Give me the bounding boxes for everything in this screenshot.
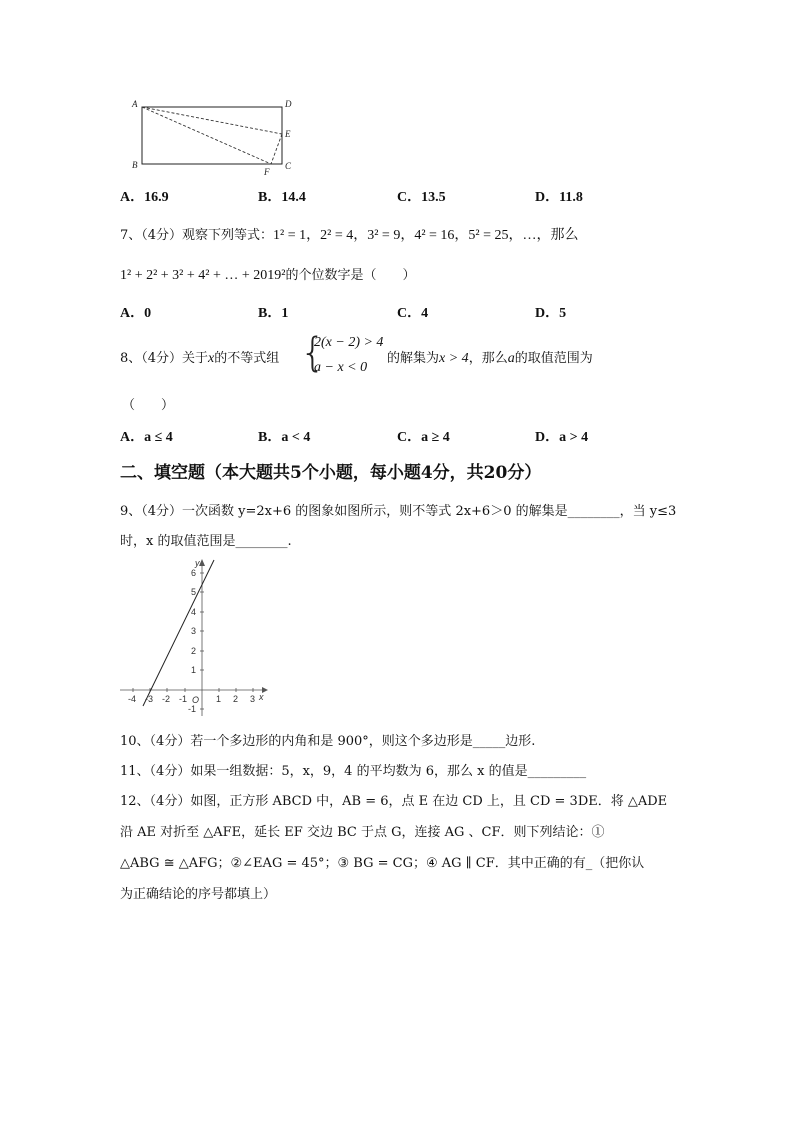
q9-line2: 时，x 的取值范围是________. — [120, 534, 292, 549]
y-tick-label: 6 — [191, 568, 197, 578]
q7-option-a[interactable]: A．0 — [120, 306, 152, 321]
label-c: C — [285, 161, 292, 171]
x-tick-label: 1 — [216, 694, 222, 704]
q9-line1: 9、（4分）一次函数 y=2x+6 的图象如图所示，则不等式 2x+6＞0 的解集是________，当 y≤3 — [120, 504, 677, 519]
q10-text: 10、（4分）若一个多边形的内角和是 900°，则这个多边形是_____边形. — [120, 734, 536, 749]
x-tick-label: 2 — [233, 694, 239, 704]
q7-line2 — [120, 264, 415, 284]
q8-solution: x > 4 — [439, 351, 469, 366]
brace-icon: { — [300, 330, 326, 376]
q7-option-d[interactable]: D．5 — [535, 306, 567, 321]
origin-label: O — [192, 695, 200, 705]
q6-option-c[interactable]: C．13.5 — [397, 190, 446, 205]
q8-var-x: x — [208, 351, 215, 366]
y-tick-label: 4 — [191, 607, 197, 617]
q8-after2: ，那么 — [468, 351, 508, 366]
y-tick-label: 1 — [191, 665, 197, 675]
q8-mid: 的不等式组 — [214, 351, 280, 366]
q7-tail: 的个位数字是（ ） — [285, 268, 416, 283]
y-tick-label: 2 — [191, 646, 197, 656]
q8-after3: 的取值范围为 — [514, 351, 593, 366]
q7-equalities: 1² = 1，2² = 4，3² = 9，4² = 16，5² = 25，…，那么 — [273, 228, 579, 243]
linear-function-graph — [116, 556, 272, 720]
label-d: D — [285, 99, 292, 109]
x-tick-label: -4 — [128, 694, 137, 704]
q12-line3: △ABG ≅ △AFG；②∠EAG = 45°；③ BG = CG；④ AG ∥ CF．其中正确的有_（把你认 — [120, 856, 645, 871]
q7-option-b[interactable]: B．1 — [258, 306, 289, 321]
label-a: A — [132, 99, 138, 109]
y-tick-label: 3 — [191, 626, 197, 636]
q7-stem: 7、（4分）观察下列等式： — [120, 228, 274, 243]
q8-option-a[interactable]: A．a ≤ 4 — [120, 430, 173, 445]
q8-inequality-2: a − x < 0 — [314, 360, 368, 375]
q11-text: 11、（4分）如果一组数据：5，x，9，4 的平均数为 6，那么 x 的值是_________ — [120, 764, 587, 779]
y-axis-label: y — [195, 558, 200, 568]
q8-stem-start — [120, 347, 279, 367]
q8-option-c[interactable]: C．a ≥ 4 — [397, 430, 450, 445]
q6-option-a[interactable]: A．16.9 — [120, 190, 169, 205]
x-tick-label: 3 — [250, 694, 256, 704]
y-tick-label: 5 — [191, 587, 197, 597]
x-tick-label: -1 — [179, 694, 188, 704]
q8-option-b[interactable]: B．a < 4 — [258, 430, 311, 445]
q6-option-d[interactable]: D．11.8 — [535, 190, 583, 205]
q12-line4: 为正确结论的序号都填上） — [120, 887, 277, 902]
q12-line2: 沿 AE 对折至 △AFE，延长 EF 交边 BC 于点 G，连接 AG 、CF．则下列结论：① — [120, 825, 605, 840]
y-tick-label: -1 — [188, 704, 197, 714]
x-tick-label: -3 — [145, 694, 154, 704]
q8-paren: （ ） — [122, 398, 175, 413]
q7-line1 — [120, 224, 579, 244]
label-b: B — [132, 160, 138, 170]
rectangle-figure — [128, 96, 298, 176]
label-e: E — [285, 129, 291, 139]
x-tick-label: -2 — [162, 694, 171, 704]
x-axis-label: x — [259, 692, 264, 702]
q8-stem-end — [387, 347, 593, 367]
section-heading: 二、填空题（本大题共5个小题，每小题4分，共20分） — [120, 463, 542, 483]
q12-line1: 12、（4分）如图，正方形 ABCD 中，AB = 6，点 E 在边 CD 上，且 CD = 3DE．将 △ADE — [120, 794, 668, 809]
q8-inequality-1: 2(x − 2) > 4 — [314, 335, 384, 350]
q8-stem: 8、（4分）关于 — [120, 351, 209, 366]
q8-option-d[interactable]: D．a > 4 — [535, 430, 589, 445]
q8-var-a: a — [507, 351, 515, 366]
label-f: F — [264, 167, 270, 176]
q6-option-b[interactable]: B．14.4 — [258, 190, 306, 205]
q7-sum-expression: 1² + 2² + 3² + 4² + … + 2019² — [120, 268, 286, 283]
q7-option-c[interactable]: C．4 — [397, 306, 429, 321]
q8-after: 的解集为 — [387, 351, 440, 366]
